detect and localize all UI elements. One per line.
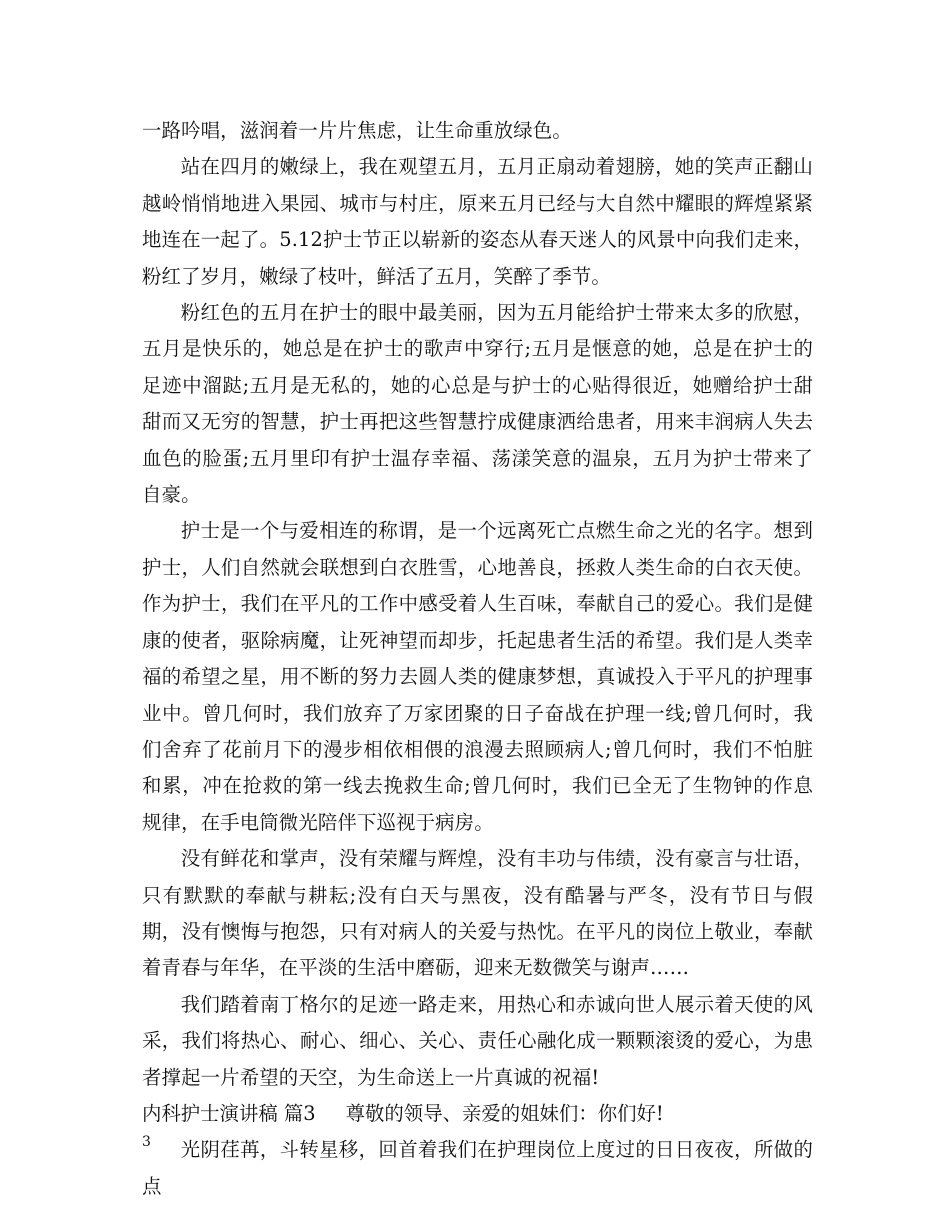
paragraph-may-scenery: 站在四月的嫩绿上，我在观望五月，五月正扇动着翅膀，她的笑声正翻山越岭悄悄地进入果园、城市与村庄，原来五月已经与大自然中耀眼的辉煌紧紧地连在一起了。5.12护士节正以崭新的姿态从春天迷人的风景中向我们走来，粉红了岁月，嫩绿了枝叶，鲜活了五月，笑醉了季节。 — [142, 155, 813, 288]
paragraph-pink-may: 粉红色的五月在护士的眼中最美丽，因为五月能给护士带来太多的欣慰，五月是快乐的，她总是在护士的歌声中穿行;五月是惬意的她，总是在护士的足迹中溜跶;五月是无私的，她的心总是与护士的心贴得很近，她赠给护士甜甜而又无穷的智慧，护士再把这些智慧拧成健康洒给患者，用来丰润病人失去血色的脸蛋;五月里印有护士温存幸福、荡漾笑意的温泉，五月为护士带来了自豪。 — [142, 301, 813, 507]
page-number: 3 — [142, 1134, 151, 1150]
paragraph-no-flowers: 没有鲜花和掌声，没有荣耀与辉煌，没有丰功与伟绩，没有豪言与壮语，只有默默的奉献与耕耘;没有白天与黑夜，没有酷暑与严冬，没有节日与假期，没有懊悔与抱怨，只有对病人的关爱与热忱。在平凡的岗位上敬业，奉献着青春与年华，在平淡的生活中磨砺，迎来无数微笑与谢声…… — [142, 847, 813, 980]
paragraph-final: 光阴荏苒，斗转星移，回首着我们在护理岗位上度过的日日夜夜，所做的点 — [142, 1138, 813, 1198]
paragraph-continuation: 一路吟唱，滋润着一片片焦虑，让生命重放绿色。 — [142, 119, 572, 142]
section-title: 内科护士演讲稿 篇3 — [142, 1101, 316, 1125]
paragraph-nightingale: 我们踏着南丁格尔的足迹一路走来，用热心和赤诚向世人展示着天使的风采，我们将热心、耐心、细心、关心、责任心融化成一颗颗滚烫的爱心，为患者撑起一片希望的天空，为生命送上一片真诚的祝福! — [142, 992, 813, 1089]
document-body — [142, 113, 813, 1205]
section-heading — [142, 1096, 813, 1132]
section-greeting: 尊敬的领导、亲爱的姐妹们：你们好! — [345, 1101, 664, 1125]
paragraph-nurse-title: 护士是一个与爱相连的称谓，是一个远离死亡点燃生命之光的名字。想到护士，人们自然就会联想到白衣胜雪，心地善良，拯救人类生命的白衣天使。作为护士，我们在平凡的工作中感受着人生百味，奉献自己的爱心。我们是健康的使者，驱除病魔，让死神望而却步，托起患者生活的希望。我们是人类幸福的希望之星，用不断的努力去圆人类的健康梦想，真诚投入于平凡的护理事业中。曾几何时，我们放弃了万家团聚的日子奋战在护理一线;曾几何时，我们舍弃了花前月下的漫步相依相偎的浪漫去照顾病人;曾几何时，我们不怕脏和累，冲在抢救的第一线去挽救生命;曾几何时，我们已全无了生物钟的作息规律，在手电筒微光陪伴下巡视于病房。 — [142, 519, 813, 834]
